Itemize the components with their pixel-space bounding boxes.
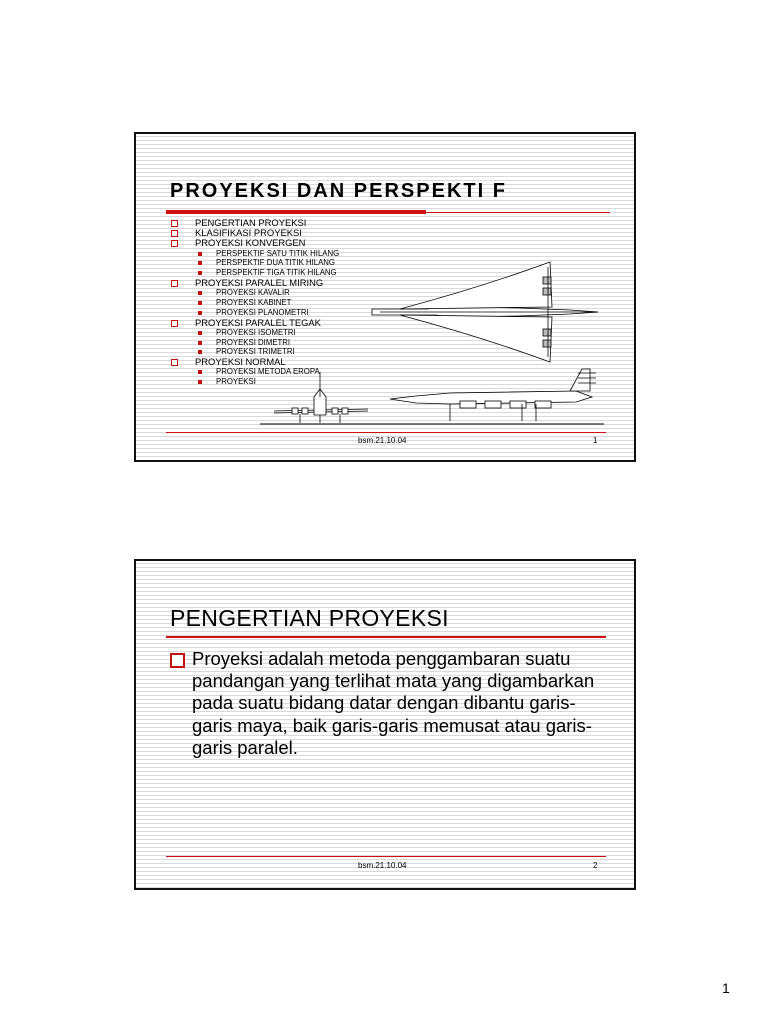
outline-item-label: PENGERTIAN PROYEKSI [195, 217, 307, 228]
footer-text: bsm.21.10.04 [358, 861, 407, 870]
outline-item-label: PERSPEKTIF TIGA TITIK HILANG [216, 268, 337, 278]
square-bullet-icon [198, 301, 202, 305]
outline-item [170, 238, 380, 248]
square-bullet-icon [198, 370, 202, 374]
box-bullet-icon [171, 280, 178, 287]
footer-text: bsm.21.10.04 [358, 436, 407, 445]
footer-rule [166, 856, 606, 857]
title-underline [166, 636, 606, 638]
box-bullet-icon [170, 653, 185, 668]
square-bullet-icon [198, 291, 202, 295]
square-bullet-icon [198, 261, 202, 265]
square-bullet-icon [198, 341, 202, 345]
outline-item-label: PROYEKSI PLANOMETRI [216, 307, 309, 317]
square-bullet-icon [198, 311, 202, 315]
box-bullet-icon [171, 220, 178, 227]
outline-item-label: PROYEKSI TRIMETRI [216, 347, 295, 357]
outline-item-label: PROYEKSI METODA EROPA [216, 367, 320, 377]
square-bullet-icon [198, 252, 202, 256]
slide-2 [134, 559, 636, 890]
concorde-drawing [260, 257, 604, 427]
outline-item-label: PROYEKSI PARALEL TEGAK [195, 316, 321, 328]
square-bullet-icon [198, 331, 202, 335]
slide-1 [134, 132, 636, 462]
box-bullet-icon [171, 240, 178, 247]
outline-item-label: PROYEKSI KONVERGEN [195, 237, 306, 249]
square-bullet-icon [198, 380, 202, 384]
square-bullet-icon [198, 271, 202, 275]
page-number: 1 [722, 980, 730, 996]
outline-item-label: PROYEKSI KAVALIR [216, 288, 290, 298]
slide-number: 1 [593, 436, 598, 445]
title-underline [426, 212, 610, 213]
outline-item-label: PROYEKSI ISOMETRI [216, 327, 296, 337]
outline-item-label: PROYEKSI DIMETRI [216, 337, 291, 347]
slide-number: 2 [593, 861, 598, 870]
box-bullet-icon [171, 359, 178, 366]
outline-item-label: PROYEKSI NORMAL [195, 356, 286, 368]
box-bullet-icon [171, 320, 178, 327]
footer-rule [166, 432, 606, 433]
outline-item-label: PERSPEKTIF DUA TITIK HILANG [216, 258, 336, 268]
outline-item-label: PROYEKSI PARALEL MIRING [195, 277, 324, 288]
slide-title: PENGERTIAN PROYEKSI [170, 605, 449, 631]
aircraft-front-view [274, 372, 368, 423]
aircraft-top-view [372, 262, 598, 362]
slide-title: PROYEKSI DAN PERSPEKTI F [170, 180, 507, 202]
outline-item-label: PROYEKSI KABINET [216, 298, 292, 307]
outline-item-label: PERSPEKTIF SATU TITIK HILANG [216, 248, 340, 258]
title-underline-thick [166, 210, 426, 214]
outline-item-label: KLASIFIKASI PROYEKSI [195, 227, 302, 239]
aircraft-side-view [390, 369, 596, 421]
paragraph-text: Proyeksi adalah metoda penggambaran suatu pandangan yang terlihat mata yang digambarkan pada suatu bidang datar dengan dibantu garis-garis maya, baik garis-garis memusat atau garis-garis paralel. [192, 648, 595, 758]
outline-item-label: PROYEKSI [216, 377, 256, 387]
square-bullet-icon [198, 350, 202, 354]
definition-paragraph [170, 648, 612, 759]
box-bullet-icon [171, 230, 178, 237]
